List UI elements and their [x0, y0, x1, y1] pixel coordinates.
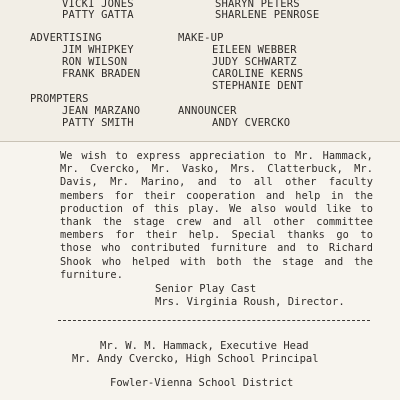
crew-list-panel: [0, 0, 400, 142]
crew-name: VICKI JONES: [62, 0, 134, 10]
crew-name: SHARYN PETERS: [215, 0, 300, 10]
crew-name: STEPHANIE DENT: [212, 80, 304, 92]
crew-name: ANDY CVERCKO: [212, 117, 291, 129]
advertising-heading: ADVERTISING: [30, 32, 102, 44]
crew-name: JUDY SCHWARTZ: [212, 56, 297, 68]
appreciation-paragraph: We wish to express appreciation to Mr. Hammack, Mr. Cvercko, Mr. Vasko, Mrs. Clatterbuck, Mr. Davis, Mr. Marino, and to all other faculty members for their cooperation and help in the production of this play. We also would like to thank the stage crew and all other committee members for their help. Special thanks go to those who contributed furniture and to Richard Shook who helped with both the stage and the furniture.: [60, 150, 373, 281]
dashed-divider: [58, 320, 370, 321]
crew-name: PATTY GATTA: [62, 9, 134, 21]
crew-name: PATTY SMITH: [62, 117, 134, 129]
signoff-director: Mrs. Virginia Roush, Director.: [155, 296, 345, 308]
crew-name: FRANK BRADEN: [62, 68, 141, 80]
makeup-heading: MAKE-UP: [178, 32, 224, 44]
footer-principal: Mr. Andy Cvercko, High School Principal: [72, 353, 319, 365]
crew-name: JEAN MARZANO: [62, 105, 141, 117]
prompters-heading: PROMPTERS: [30, 93, 89, 105]
crew-name: JIM WHIPKEY: [62, 44, 134, 56]
signoff-block: [155, 283, 345, 309]
crew-name: CAROLINE KERNS: [212, 68, 304, 80]
crew-name: RON WILSON: [62, 56, 128, 68]
crew-name: EILEEN WEBBER: [212, 44, 297, 56]
crew-name: SHARLENE PENROSE: [215, 9, 320, 21]
signoff-cast: Senior Play Cast: [155, 283, 257, 295]
footer-district: Fowler-Vienna School District: [110, 377, 294, 389]
announcer-heading: ANNOUNCER: [178, 105, 237, 117]
footer-executive: Mr. W. M. Hammack, Executive Head: [100, 340, 309, 352]
